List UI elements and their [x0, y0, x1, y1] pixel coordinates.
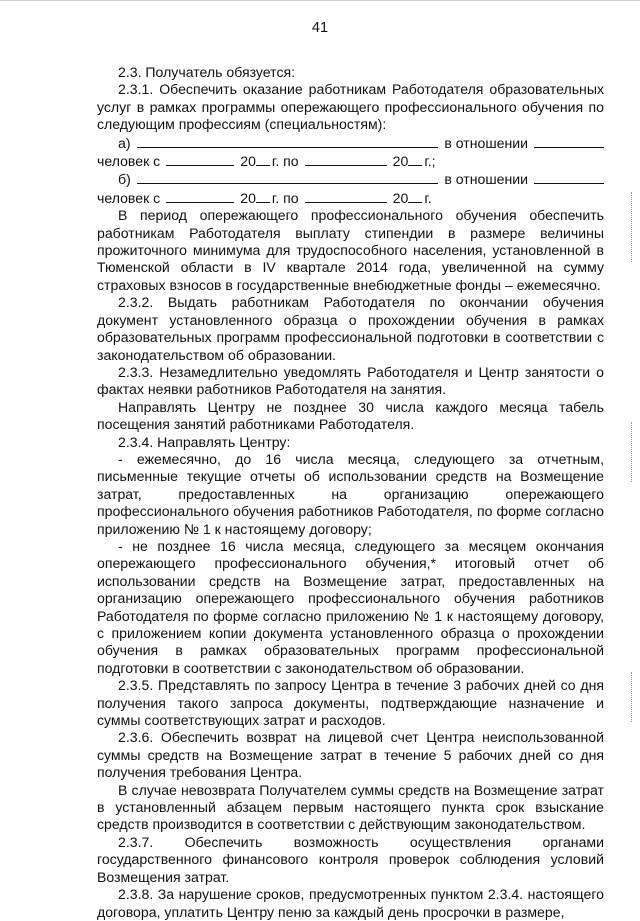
- monthly-report-item: - ежемесячно, до 16 числа месяца, следующего за отчетным, письменные текущие отчеты об использовании средств на Возмещение затрат, предоставленных на организацию опережающего профессионального обучения работников Работодателя, по форме согласно приложению № 1 к настоящему договору;: [97, 450, 604, 537]
- clause-2-3-4: 2.3.4. Направлять Центру:: [118, 433, 291, 450]
- section-2-3-heading: 2.3. Получатель обязуется:: [118, 64, 296, 80]
- clause-2-3-6: 2.3.6. Обеспечить возврат на лицевой счет Центра неиспользованной суммы средств на Возмещение затрат в течение 5 рабочих дней со дня получения требования Центра.: [97, 729, 604, 781]
- year-to-label: г. по: [271, 153, 299, 170]
- year-prefix: 20: [392, 189, 409, 206]
- date-from-b-blank: [166, 189, 234, 203]
- scan-top-edge: [0, 0, 640, 1]
- final-report-item: - не позднее 16 числа месяца, следующего за месяцем окончания опережающего профессионального обучения,* итоговый отчет об использовании средств на Возмещение затрат, предоставленных на организацию опережающего профессионального обучения работников Работодателя по форме согласно приложению № 1 к настоящему договору, с приложением копии документа установленного образца о прохождении обучения в рамках образовательных программ профессиональной подготовки в соответствии с законодательством об образовании.: [97, 537, 604, 676]
- date-to-a-blank: [305, 152, 387, 166]
- clause-2-3-8: 2.3.8. За нарушение сроков, предусмотренных пунктом 2.3.4. настоящего договора, уплатить Центру пеню за каждый день просрочки в размере,: [97, 886, 604, 920]
- clause-2-3-5: 2.3.5. Представлять по запросу Центра в течение 3 рабочих дней со дня получения такого запроса документы, подтверждающие назначение и суммы соответствующих затрат и расходов.: [97, 677, 604, 729]
- form-line-a-letter: а): [118, 134, 131, 151]
- date-to-b-blank: [305, 189, 387, 203]
- page-number: 41: [311, 20, 329, 36]
- form-line-a-relation: в отношении: [444, 134, 528, 151]
- profession-a-blank: [137, 134, 439, 148]
- attendance-paragraph: Направлять Центру не позднее 30 числа каждого месяца табель посещения занятий работниками Работодателя.: [97, 398, 604, 433]
- year-prefix: 20: [240, 189, 256, 206]
- stipend-paragraph: В период опережающего профессионального обучения обеспечить работникам Работодателя выплату стипендии в размере величины прожиточного минимума для трудоспособного населения, установленной в Тюменской области в IV квартале 2014 года, увеличенной на сумму страховых взносов в государственные внебюджетные фонды – ежемесячно.: [97, 207, 604, 293]
- year-b-blank: [256, 189, 270, 203]
- clause-2-3-2: 2.3.2. Выдать работникам Работодателя по окончании обучения документ установленного образца о прохождении обучения в рамках образовательных программ профессиональной подготовки в соответствии с законодательством об образовании.: [97, 294, 604, 363]
- non-return-paragraph: В случае невозврата Получателем суммы средств на Возмещение затрат в установленный абзацем первым настоящего пункта срок взыскание средств производится в соответствии с действующим законодательством.: [97, 781, 604, 833]
- form-line-b: [97, 170, 604, 188]
- form-line-b-relation: в отношении: [444, 171, 528, 188]
- scan-margin-marks: [628, 670, 638, 722]
- form-line-b-letter: б): [118, 171, 131, 188]
- year-prefix: 20: [240, 153, 256, 170]
- people-from-label: человек с: [97, 189, 161, 206]
- scan-margin-marks: [628, 190, 638, 262]
- clause-2-3-1: 2.3.1. Обеспечить оказание работникам Работодателя образовательных услуг в рамках программы опережающего профессионального обучения по следующим профессиям (специальностям):: [97, 81, 604, 133]
- scan-margin-marks: [628, 420, 638, 482]
- people-from-label: человек с: [97, 153, 161, 170]
- year-prefix: 20: [392, 153, 409, 170]
- line-end-a: г.;: [424, 153, 436, 170]
- count-a-blank: [534, 134, 604, 148]
- clause-2-3-7: 2.3.7. Обеспечить возможность осуществления органами государственного финансового контроля проверок соблюдения условий Возмещения затрат.: [97, 833, 604, 885]
- year-to-a-blank: [408, 152, 422, 166]
- year-to-label: г. по: [271, 189, 299, 206]
- profession-b-blank: [137, 170, 439, 184]
- date-from-a-blank: [166, 152, 234, 166]
- year-to-b-blank: [408, 189, 422, 203]
- count-b-blank: [534, 170, 604, 184]
- form-line-a: [97, 134, 604, 152]
- year-a-blank: [256, 152, 270, 166]
- form-people-a: [97, 152, 604, 170]
- document-body: [97, 64, 604, 921]
- line-end-b: г.: [424, 189, 432, 206]
- clause-2-3-3: 2.3.3. Незамедлительно уведомлять Работодателя и Центр занятости о фактах неявки работников Работодателя на занятия.: [97, 363, 604, 398]
- form-people-b: [97, 189, 604, 207]
